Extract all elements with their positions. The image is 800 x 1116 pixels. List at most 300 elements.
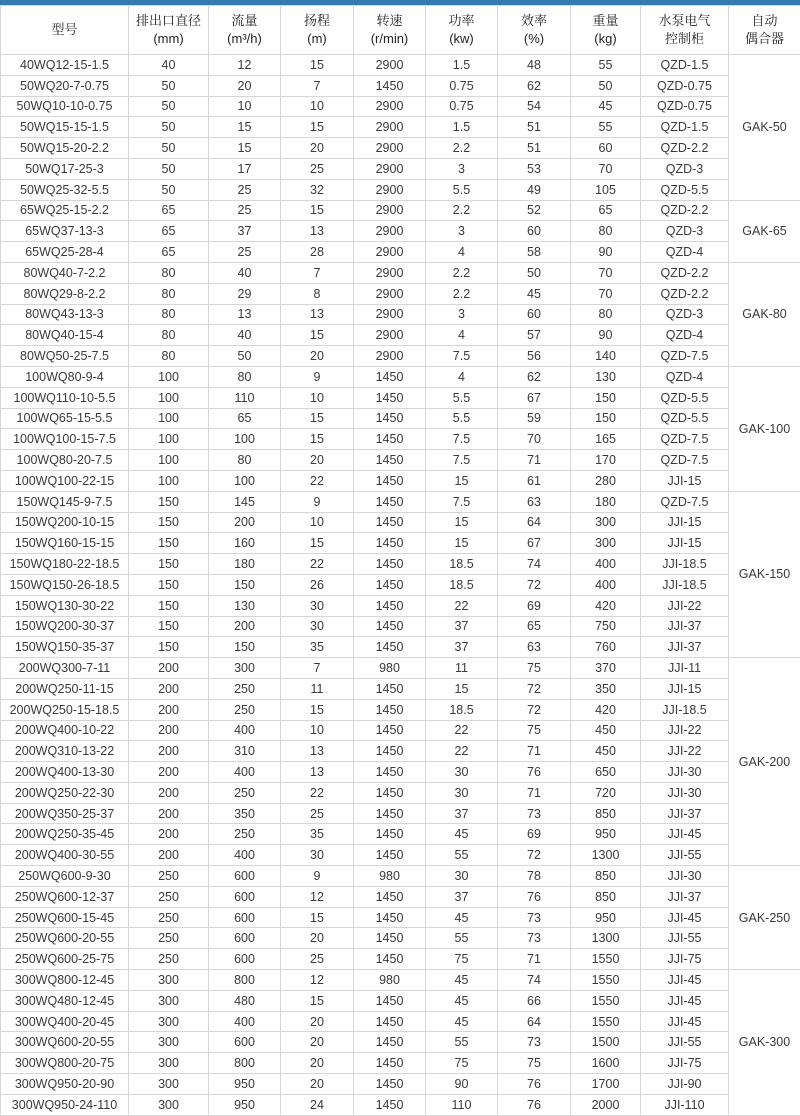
cell-model: 80WQ50-25-7.5 [1, 346, 129, 367]
cell-power: 15 [426, 533, 498, 554]
cell-power: 30 [426, 782, 498, 803]
cell-auto-coupler-group: GAK-100 [729, 366, 800, 491]
table-row [1, 387, 800, 408]
cell-efficiency: 50 [498, 262, 571, 283]
cell-weight: 720 [571, 782, 641, 803]
table-row [1, 845, 800, 866]
cell-weight: 1500 [571, 1032, 641, 1053]
cell-flow: 37 [209, 221, 281, 242]
table-row [1, 55, 800, 76]
table-row [1, 346, 800, 367]
cell-auto-coupler-group: GAK-150 [729, 491, 800, 657]
cell-speed: 2900 [354, 179, 426, 200]
cell-power: 90 [426, 1074, 498, 1095]
table-row [1, 408, 800, 429]
table-row [1, 741, 800, 762]
cell-power: 3 [426, 158, 498, 179]
cell-model: 80WQ40-7-2.2 [1, 262, 129, 283]
cell-speed: 1450 [354, 616, 426, 637]
cell-head: 24 [281, 1094, 354, 1115]
cell-flow: 150 [209, 574, 281, 595]
cell-weight: 350 [571, 678, 641, 699]
cell-speed: 2900 [354, 117, 426, 138]
table-header [1, 6, 800, 55]
cell-model: 100WQ100-22-15 [1, 470, 129, 491]
cell-efficiency: 67 [498, 387, 571, 408]
cell-model: 50WQ17-25-3 [1, 158, 129, 179]
cell-head: 7 [281, 75, 354, 96]
cell-speed: 980 [354, 658, 426, 679]
cell-weight: 55 [571, 55, 641, 76]
cell-weight: 1550 [571, 1011, 641, 1032]
cell-flow: 145 [209, 491, 281, 512]
table-row [1, 803, 800, 824]
cell-efficiency: 72 [498, 574, 571, 595]
cell-flow: 200 [209, 512, 281, 533]
cell-control-cabinet: QZD-4 [641, 366, 729, 387]
cell-control-cabinet: QZD-3 [641, 221, 729, 242]
cell-flow: 100 [209, 470, 281, 491]
table-row [1, 720, 800, 741]
cell-efficiency: 64 [498, 512, 571, 533]
cell-head: 20 [281, 928, 354, 949]
cell-model: 300WQ950-24-110 [1, 1094, 129, 1115]
cell-model: 200WQ400-10-22 [1, 720, 129, 741]
cell-flow: 800 [209, 970, 281, 991]
cell-control-cabinet: JJI-15 [641, 470, 729, 491]
cell-flow: 25 [209, 242, 281, 263]
cell-weight: 70 [571, 262, 641, 283]
cell-model: 200WQ250-11-15 [1, 678, 129, 699]
table-row [1, 325, 800, 346]
cell-efficiency: 51 [498, 117, 571, 138]
cell-efficiency: 48 [498, 55, 571, 76]
cell-head: 26 [281, 574, 354, 595]
cell-power: 0.75 [426, 96, 498, 117]
cell-head: 20 [281, 450, 354, 471]
cell-model: 200WQ310-13-22 [1, 741, 129, 762]
cell-outlet-diameter: 100 [129, 366, 209, 387]
header-label: 重量 [592, 13, 619, 29]
table-row [1, 658, 800, 679]
cell-speed: 1450 [354, 408, 426, 429]
cell-head: 13 [281, 221, 354, 242]
cell-head: 10 [281, 96, 354, 117]
cell-speed: 1450 [354, 1094, 426, 1115]
cell-model: 80WQ43-13-3 [1, 304, 129, 325]
header-label: 转速 [376, 13, 403, 29]
cell-control-cabinet: QZD-2.2 [641, 283, 729, 304]
header-unit: 偶合器 [744, 31, 784, 46]
cell-flow: 150 [209, 637, 281, 658]
cell-weight: 400 [571, 554, 641, 575]
cell-efficiency: 75 [498, 1053, 571, 1074]
cell-outlet-diameter: 200 [129, 658, 209, 679]
cell-control-cabinet: JJI-37 [641, 616, 729, 637]
cell-power: 110 [426, 1094, 498, 1115]
cell-power: 2.2 [426, 200, 498, 221]
cell-outlet-diameter: 300 [129, 990, 209, 1011]
cell-weight: 1550 [571, 990, 641, 1011]
cell-outlet-diameter: 150 [129, 512, 209, 533]
cell-outlet-diameter: 300 [129, 1011, 209, 1032]
cell-head: 22 [281, 782, 354, 803]
cell-power: 3 [426, 304, 498, 325]
cell-speed: 2900 [354, 346, 426, 367]
cell-efficiency: 73 [498, 803, 571, 824]
cell-weight: 950 [571, 824, 641, 845]
cell-model: 150WQ160-15-15 [1, 533, 129, 554]
cell-head: 30 [281, 595, 354, 616]
cell-flow: 600 [209, 886, 281, 907]
cell-weight: 420 [571, 699, 641, 720]
cell-efficiency: 61 [498, 470, 571, 491]
cell-efficiency: 62 [498, 75, 571, 96]
table-row [1, 491, 800, 512]
cell-speed: 2900 [354, 55, 426, 76]
cell-speed: 1450 [354, 450, 426, 471]
cell-outlet-diameter: 100 [129, 387, 209, 408]
cell-power: 45 [426, 990, 498, 1011]
cell-head: 20 [281, 346, 354, 367]
cell-control-cabinet: QZD-2.2 [641, 262, 729, 283]
cell-head: 32 [281, 179, 354, 200]
col-header-auto-coupler [729, 6, 800, 55]
table-row [1, 158, 800, 179]
cell-weight: 1550 [571, 970, 641, 991]
cell-power: 37 [426, 886, 498, 907]
cell-model: 250WQ600-15-45 [1, 907, 129, 928]
cell-head: 13 [281, 304, 354, 325]
cell-control-cabinet: QZD-3 [641, 158, 729, 179]
header-unit: (kg) [594, 31, 617, 46]
cell-efficiency: 72 [498, 678, 571, 699]
cell-model: 65WQ37-13-3 [1, 221, 129, 242]
cell-weight: 140 [571, 346, 641, 367]
header-unit: 控制柜 [664, 31, 704, 46]
header-label: 排出口直径 [135, 13, 201, 29]
cell-weight: 280 [571, 470, 641, 491]
cell-power: 45 [426, 970, 498, 991]
cell-control-cabinet: JJI-55 [641, 1032, 729, 1053]
cell-efficiency: 69 [498, 824, 571, 845]
cell-speed: 2900 [354, 221, 426, 242]
cell-weight: 165 [571, 429, 641, 450]
col-header-speed [354, 6, 426, 55]
cell-efficiency: 78 [498, 866, 571, 887]
cell-power: 4 [426, 325, 498, 346]
cell-efficiency: 57 [498, 325, 571, 346]
cell-speed: 1450 [354, 886, 426, 907]
header-label: 型号 [51, 22, 78, 38]
cell-speed: 1450 [354, 824, 426, 845]
cell-speed: 1450 [354, 990, 426, 1011]
col-header-model [1, 6, 129, 55]
cell-flow: 480 [209, 990, 281, 1011]
cell-control-cabinet: JJI-22 [641, 720, 729, 741]
cell-auto-coupler-group: GAK-65 [729, 200, 800, 262]
header-label: 功率 [448, 13, 475, 29]
cell-model: 150WQ130-30-22 [1, 595, 129, 616]
cell-weight: 1300 [571, 845, 641, 866]
cell-control-cabinet: QZD-4 [641, 325, 729, 346]
cell-flow: 65 [209, 408, 281, 429]
cell-model: 150WQ200-10-15 [1, 512, 129, 533]
cell-flow: 350 [209, 803, 281, 824]
cell-efficiency: 54 [498, 96, 571, 117]
cell-flow: 12 [209, 55, 281, 76]
table-row [1, 990, 800, 1011]
cell-speed: 980 [354, 970, 426, 991]
cell-head: 20 [281, 1032, 354, 1053]
cell-efficiency: 76 [498, 1074, 571, 1095]
cell-power: 7.5 [426, 450, 498, 471]
col-header-outlet-diameter [129, 6, 209, 55]
cell-power: 37 [426, 616, 498, 637]
cell-model: 50WQ10-10-0.75 [1, 96, 129, 117]
table-body [1, 55, 800, 1116]
cell-auto-coupler-group: GAK-50 [729, 55, 800, 201]
cell-control-cabinet: QZD-2.2 [641, 138, 729, 159]
cell-efficiency: 75 [498, 720, 571, 741]
cell-weight: 60 [571, 138, 641, 159]
cell-outlet-diameter: 50 [129, 138, 209, 159]
table-row [1, 1032, 800, 1053]
cell-weight: 1550 [571, 949, 641, 970]
cell-speed: 2900 [354, 200, 426, 221]
cell-flow: 25 [209, 179, 281, 200]
cell-outlet-diameter: 50 [129, 75, 209, 96]
cell-head: 15 [281, 699, 354, 720]
cell-speed: 1450 [354, 366, 426, 387]
cell-weight: 50 [571, 75, 641, 96]
cell-weight: 55 [571, 117, 641, 138]
cell-head: 15 [281, 907, 354, 928]
cell-outlet-diameter: 65 [129, 200, 209, 221]
cell-weight: 850 [571, 886, 641, 907]
cell-model: 100WQ65-15-5.5 [1, 408, 129, 429]
cell-efficiency: 74 [498, 554, 571, 575]
cell-flow: 80 [209, 450, 281, 471]
table-row [1, 179, 800, 200]
table-row [1, 554, 800, 575]
cell-efficiency: 59 [498, 408, 571, 429]
table-row [1, 907, 800, 928]
cell-control-cabinet: QZD-1.5 [641, 117, 729, 138]
cell-outlet-diameter: 200 [129, 699, 209, 720]
cell-outlet-diameter: 150 [129, 533, 209, 554]
cell-weight: 90 [571, 325, 641, 346]
cell-outlet-diameter: 250 [129, 949, 209, 970]
cell-flow: 13 [209, 304, 281, 325]
cell-head: 9 [281, 491, 354, 512]
cell-weight: 80 [571, 304, 641, 325]
cell-flow: 400 [209, 845, 281, 866]
cell-model: 200WQ350-25-37 [1, 803, 129, 824]
cell-model: 300WQ480-12-45 [1, 990, 129, 1011]
cell-power: 15 [426, 470, 498, 491]
cell-efficiency: 51 [498, 138, 571, 159]
header-label: 流量 [231, 13, 258, 29]
cell-weight: 300 [571, 533, 641, 554]
cell-head: 20 [281, 1074, 354, 1095]
cell-weight: 850 [571, 866, 641, 887]
cell-efficiency: 56 [498, 346, 571, 367]
table-row [1, 429, 800, 450]
cell-control-cabinet: JJI-75 [641, 949, 729, 970]
cell-flow: 100 [209, 429, 281, 450]
cell-control-cabinet: JJI-15 [641, 533, 729, 554]
cell-model: 300WQ950-20-90 [1, 1074, 129, 1095]
cell-power: 75 [426, 1053, 498, 1074]
cell-model: 150WQ180-22-18.5 [1, 554, 129, 575]
cell-control-cabinet: JJI-37 [641, 886, 729, 907]
cell-outlet-diameter: 50 [129, 158, 209, 179]
cell-model: 50WQ15-15-1.5 [1, 117, 129, 138]
cell-outlet-diameter: 300 [129, 1094, 209, 1115]
cell-model: 100WQ100-15-7.5 [1, 429, 129, 450]
cell-model: 300WQ800-12-45 [1, 970, 129, 991]
cell-speed: 2900 [354, 242, 426, 263]
table-row [1, 96, 800, 117]
cell-efficiency: 76 [498, 886, 571, 907]
cell-control-cabinet: JJI-30 [641, 762, 729, 783]
cell-efficiency: 75 [498, 658, 571, 679]
cell-efficiency: 60 [498, 304, 571, 325]
cell-model: 250WQ600-20-55 [1, 928, 129, 949]
cell-control-cabinet: QZD-5.5 [641, 387, 729, 408]
table-row [1, 970, 800, 991]
cell-flow: 25 [209, 200, 281, 221]
cell-model: 200WQ400-30-55 [1, 845, 129, 866]
cell-outlet-diameter: 150 [129, 616, 209, 637]
cell-efficiency: 65 [498, 616, 571, 637]
cell-flow: 950 [209, 1094, 281, 1115]
cell-head: 30 [281, 616, 354, 637]
cell-head: 25 [281, 158, 354, 179]
cell-outlet-diameter: 50 [129, 179, 209, 200]
cell-outlet-diameter: 65 [129, 221, 209, 242]
cell-power: 4 [426, 242, 498, 263]
cell-control-cabinet: JJI-11 [641, 658, 729, 679]
cell-efficiency: 67 [498, 533, 571, 554]
cell-weight: 105 [571, 179, 641, 200]
cell-speed: 1450 [354, 470, 426, 491]
cell-speed: 1450 [354, 845, 426, 866]
cell-model: 80WQ40-15-4 [1, 325, 129, 346]
cell-power: 2.2 [426, 262, 498, 283]
table-row [1, 117, 800, 138]
table-row [1, 221, 800, 242]
cell-power: 55 [426, 928, 498, 949]
cell-weight: 2000 [571, 1094, 641, 1115]
cell-weight: 65 [571, 200, 641, 221]
cell-power: 2.2 [426, 138, 498, 159]
cell-control-cabinet: JJI-18.5 [641, 699, 729, 720]
cell-auto-coupler-group: GAK-200 [729, 658, 800, 866]
cell-power: 5.5 [426, 387, 498, 408]
cell-model: 50WQ25-32-5.5 [1, 179, 129, 200]
cell-flow: 400 [209, 1011, 281, 1032]
cell-power: 22 [426, 741, 498, 762]
cell-flow: 200 [209, 616, 281, 637]
cell-speed: 2900 [354, 304, 426, 325]
cell-weight: 760 [571, 637, 641, 658]
cell-efficiency: 53 [498, 158, 571, 179]
cell-model: 50WQ20-7-0.75 [1, 75, 129, 96]
cell-head: 35 [281, 637, 354, 658]
cell-control-cabinet: JJI-55 [641, 928, 729, 949]
cell-head: 15 [281, 408, 354, 429]
cell-control-cabinet: QZD-1.5 [641, 55, 729, 76]
cell-speed: 1450 [354, 637, 426, 658]
cell-efficiency: 69 [498, 595, 571, 616]
cell-head: 15 [281, 325, 354, 346]
cell-flow: 40 [209, 325, 281, 346]
cell-power: 2.2 [426, 283, 498, 304]
table-row [1, 450, 800, 471]
cell-head: 7 [281, 658, 354, 679]
cell-outlet-diameter: 250 [129, 928, 209, 949]
cell-power: 18.5 [426, 554, 498, 575]
cell-weight: 130 [571, 366, 641, 387]
cell-control-cabinet: QZD-4 [641, 242, 729, 263]
table-row [1, 699, 800, 720]
table-row [1, 366, 800, 387]
cell-outlet-diameter: 80 [129, 325, 209, 346]
cell-power: 11 [426, 658, 498, 679]
cell-flow: 180 [209, 554, 281, 575]
cell-model: 40WQ12-15-1.5 [1, 55, 129, 76]
cell-model: 250WQ600-9-30 [1, 866, 129, 887]
cell-weight: 950 [571, 907, 641, 928]
cell-control-cabinet: QZD-7.5 [641, 491, 729, 512]
cell-efficiency: 60 [498, 221, 571, 242]
cell-head: 15 [281, 429, 354, 450]
cell-flow: 950 [209, 1074, 281, 1095]
cell-control-cabinet: QZD-7.5 [641, 346, 729, 367]
cell-speed: 1450 [354, 1011, 426, 1032]
cell-speed: 1450 [354, 554, 426, 575]
cell-control-cabinet: JJI-37 [641, 637, 729, 658]
cell-flow: 29 [209, 283, 281, 304]
cell-model: 100WQ110-10-5.5 [1, 387, 129, 408]
cell-control-cabinet: JJI-45 [641, 1011, 729, 1032]
cell-model: 150WQ150-26-18.5 [1, 574, 129, 595]
col-header-head [281, 6, 354, 55]
cell-auto-coupler-group: GAK-80 [729, 262, 800, 366]
table-row [1, 782, 800, 803]
cell-outlet-diameter: 300 [129, 970, 209, 991]
cell-flow: 130 [209, 595, 281, 616]
cell-head: 15 [281, 990, 354, 1011]
cell-efficiency: 62 [498, 366, 571, 387]
cell-efficiency: 76 [498, 762, 571, 783]
cell-efficiency: 63 [498, 491, 571, 512]
cell-efficiency: 64 [498, 1011, 571, 1032]
cell-power: 55 [426, 845, 498, 866]
cell-efficiency: 52 [498, 200, 571, 221]
cell-flow: 40 [209, 262, 281, 283]
cell-flow: 15 [209, 138, 281, 159]
cell-speed: 1450 [354, 533, 426, 554]
cell-speed: 1450 [354, 907, 426, 928]
cell-weight: 300 [571, 512, 641, 533]
cell-power: 18.5 [426, 699, 498, 720]
cell-efficiency: 73 [498, 907, 571, 928]
cell-outlet-diameter: 80 [129, 283, 209, 304]
cell-weight: 400 [571, 574, 641, 595]
